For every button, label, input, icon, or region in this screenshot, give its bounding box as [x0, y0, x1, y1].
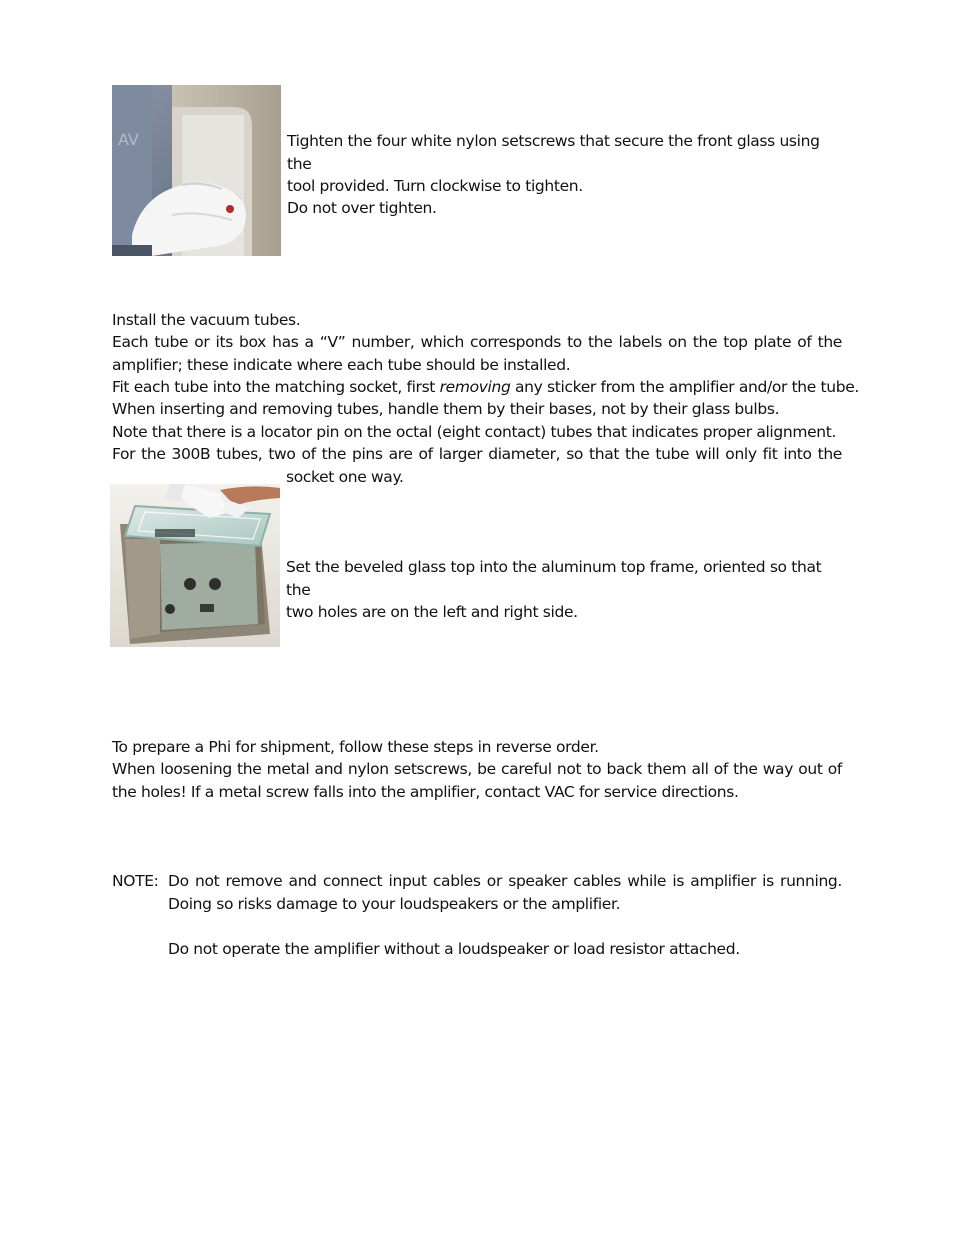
- tubes-heading: Install the vacuum tubes.: [112, 311, 301, 329]
- tubes-paragraph-3: When inserting and removing tubes, handle them by their bases, not by their glass bulbs.: [112, 400, 780, 418]
- shipment-paragraph-1: To prepare a Phi for shipment, follow these steps in reverse order.: [112, 738, 599, 756]
- note-label: NOTE:: [112, 872, 159, 890]
- glass-top-photo: [110, 484, 280, 647]
- svg-text:AV: AV: [118, 130, 139, 149]
- note-paragraph-2: Do not operate the amplifier without a loudspeaker or load resistor attached.: [168, 940, 740, 958]
- note-paragraph-1: Do not remove and connect input cables or speaker cables while is amplifier is running. Doing so risks damage to your loudspeakers or the amplifier.: [168, 872, 842, 913]
- setscrew-line-2: tool provided. Turn clockwise to tighten.: [287, 177, 583, 195]
- setscrew-instruction: [287, 130, 847, 198]
- tubes-paragraph-1: Each tube or its box has a “V” number, which corresponds to the labels on the top plate of the amplifier; these indicate where each tube should be installed.: [112, 333, 842, 374]
- tubes-paragraph-4: Note that there is a locator pin on the octal (eight contact) tubes that indicates proper alignment.: [112, 423, 837, 441]
- tubes-p2-before: Fit each tube into the matching socket, first: [112, 378, 440, 396]
- setscrew-photo: [112, 85, 281, 256]
- tubes-paragraph-5-line-2: socket one way.: [286, 468, 404, 486]
- tubes-p2-emphasis: removing: [439, 378, 511, 396]
- glass-top-line-1: Set the beveled glass top into the aluminum top frame, oriented so that the: [286, 558, 822, 599]
- tubes-paragraph-5-line-1: For the 300B tubes, two of the pins are of larger diameter, so that the tube will only fit into the: [112, 445, 842, 463]
- setscrew-line-1: Tighten the four white nylon setscrews that secure the front glass using the: [287, 132, 820, 173]
- glass-top-instruction: [286, 556, 846, 624]
- tubes-paragraph-2: [112, 376, 859, 399]
- over-tighten-warning: Do not over tighten.: [287, 199, 437, 217]
- shipment-paragraph-2: When loosening the metal and nylon setscrews, be careful not to back them all of the way out of the holes! If a metal screw falls into the amplifier, contact VAC for service directions.: [112, 760, 842, 801]
- glass-top-line-2: two holes are on the left and right side.: [286, 603, 578, 621]
- tubes-p2-after: any sticker from the amplifier and/or the tube.: [510, 378, 859, 396]
